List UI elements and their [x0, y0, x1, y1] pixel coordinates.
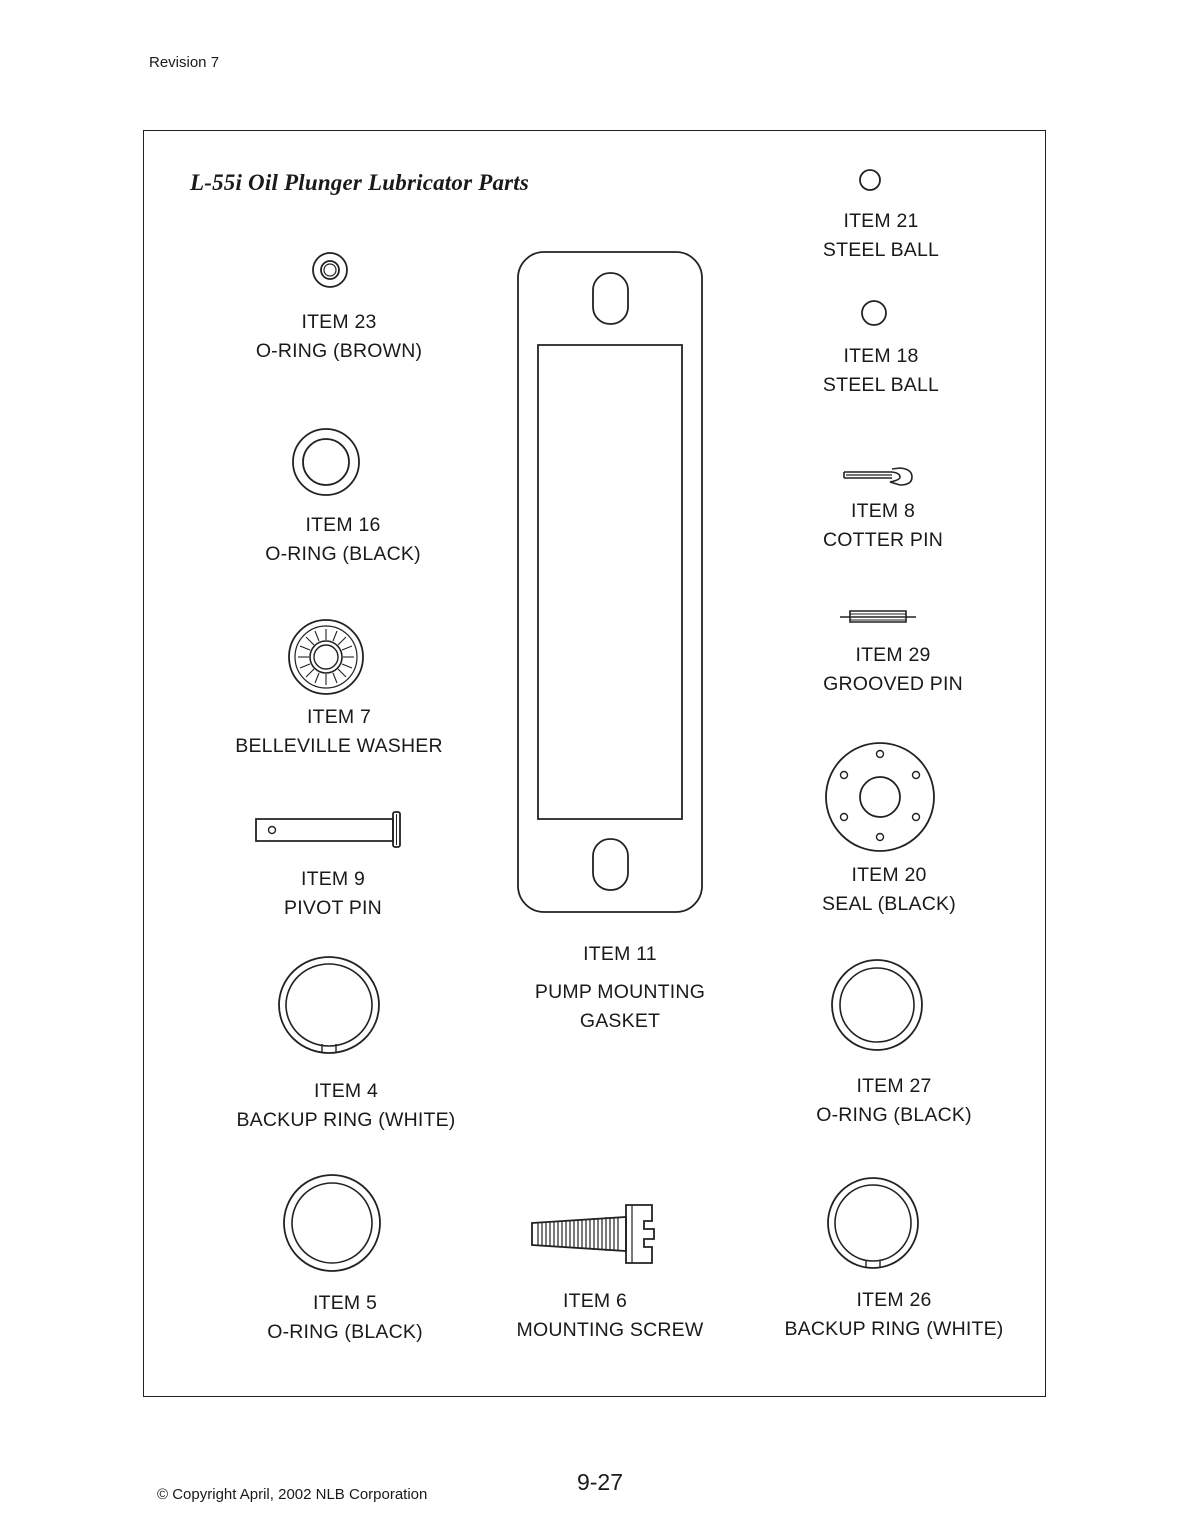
o-ring-icon — [311, 251, 349, 289]
item-7-label — [209, 703, 469, 761]
item-9-name: PIVOT PIN — [284, 897, 382, 919]
item-29-number: ITEM 29 — [855, 644, 931, 666]
item-16-label — [223, 511, 463, 569]
item-27-name: O-RING (BLACK) — [816, 1104, 972, 1126]
steel-ball-icon — [860, 299, 888, 327]
item-11-name-line2: GASKET — [579, 1010, 661, 1032]
mounting-screw-icon — [528, 1203, 658, 1265]
item-16-name: O-RING (BLACK) — [265, 543, 421, 565]
item-20-number: ITEM 20 — [851, 864, 927, 886]
item-21-label — [781, 207, 981, 265]
backup-ring-icon — [826, 1176, 920, 1270]
pivot-pin-icon — [254, 809, 404, 849]
item-9-label — [213, 865, 453, 923]
item-9-number: ITEM 9 — [300, 868, 366, 890]
item-18-label — [781, 342, 981, 400]
steel-ball-icon — [858, 168, 882, 192]
item-7-number: ITEM 7 — [306, 706, 372, 728]
item-23-number: ITEM 23 — [301, 311, 377, 333]
cotter-pin-icon — [842, 465, 914, 489]
item-29-name: GROOVED PIN — [823, 673, 963, 695]
belleville-washer-icon — [287, 618, 365, 696]
item-27-label — [794, 1072, 994, 1130]
item-18-number: ITEM 18 — [843, 345, 919, 367]
item-27-number: ITEM 27 — [856, 1075, 932, 1097]
revision-label: Revision 7 — [149, 54, 220, 71]
item-4-number: ITEM 4 — [313, 1080, 379, 1102]
item-5-label — [225, 1289, 465, 1347]
item-18-name: STEEL BALL — [822, 374, 940, 396]
item-26-number: ITEM 26 — [856, 1289, 932, 1311]
item-23-label — [219, 308, 459, 366]
item-20-name: SEAL (BLACK) — [822, 893, 956, 915]
item-4-name: BACKUP RING (WHITE) — [236, 1109, 456, 1131]
item-16-number: ITEM 16 — [305, 514, 381, 536]
item-7-name: BELLEVILLE WASHER — [235, 735, 443, 757]
item-8-number: ITEM 8 — [850, 500, 916, 522]
item-21-name: STEEL BALL — [822, 239, 940, 261]
item-21-number: ITEM 21 — [843, 210, 919, 232]
item-11-label — [500, 940, 740, 1036]
backup-ring-icon — [277, 955, 381, 1055]
copyright-notice: © Copyright April, 2002 NLB Corporation — [157, 1486, 428, 1503]
item-26-label — [774, 1286, 1014, 1344]
item-23-name: O-RING (BROWN) — [255, 340, 423, 362]
o-ring-icon — [830, 958, 924, 1052]
item-20-label — [789, 861, 989, 919]
page-number: 9-27 — [576, 1469, 624, 1495]
pump-mounting-gasket-icon — [516, 250, 704, 914]
item-5-name: O-RING (BLACK) — [267, 1321, 423, 1343]
item-6-number: ITEM 6 — [562, 1290, 628, 1312]
item-11-name-line1: PUMP MOUNTING — [534, 981, 706, 1003]
grooved-pin-icon — [838, 608, 918, 626]
item-8-label — [783, 497, 983, 555]
o-ring-icon — [291, 427, 361, 497]
item-4-label — [216, 1077, 476, 1135]
item-6-label — [475, 1287, 745, 1345]
seal-icon — [824, 741, 936, 853]
item-11-number: ITEM 11 — [583, 943, 657, 965]
item-6-name: MOUNTING SCREW — [516, 1319, 704, 1341]
item-29-label — [793, 641, 993, 699]
item-8-name: COTTER PIN — [822, 529, 944, 551]
o-ring-icon — [282, 1173, 382, 1273]
page-title: L-55i Oil Plunger Lubricator Parts — [190, 170, 530, 195]
item-26-name: BACKUP RING (WHITE) — [784, 1318, 1004, 1340]
item-5-number: ITEM 5 — [312, 1292, 378, 1314]
